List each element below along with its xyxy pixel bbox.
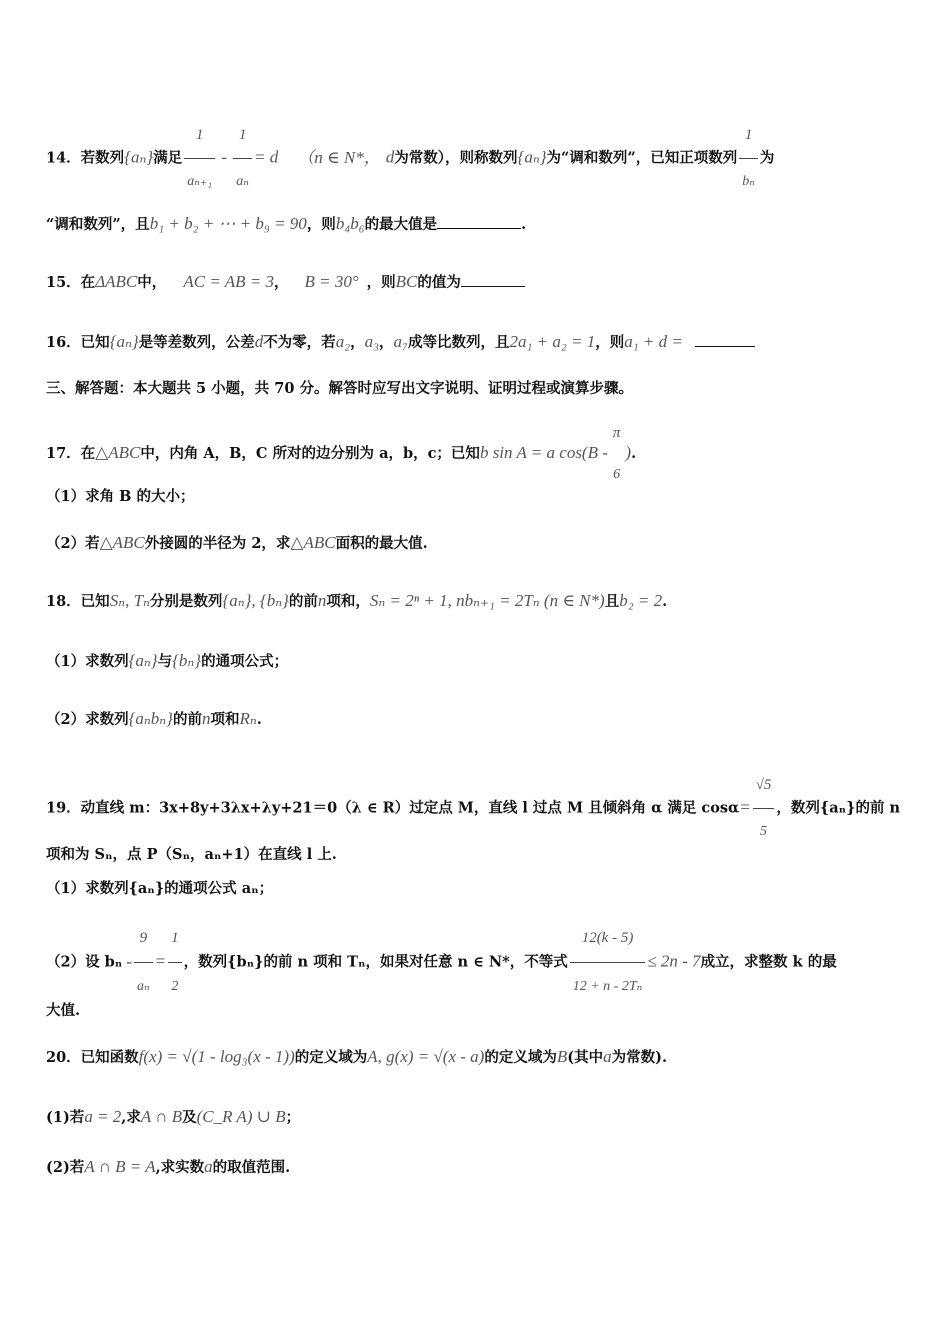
q20-part2: (2)若A ∩ B = A,求实数a的取值范围. — [46, 1157, 291, 1176]
q20: 20．已知函数f(x) = √(1 - log₃(x - 1))的定义域为A, g(x) = √(x - a)的定义域为B(其中a为常数). — [46, 1047, 668, 1066]
frac-9-an: $\frac{9}{\text{aₙ}}$ — [134, 914, 153, 1011]
q18-part1: （1）求数列{aₙ}与{bₙ}的通项公式； — [46, 651, 289, 670]
section-heading: 三、解答题：本大题共 5 小题，共 70 分。解答时应写出文字说明、证明过程或演算步骤。 — [46, 380, 633, 397]
q17-part2: （2）若△ABC外接圆的半径为 2，求△ABC面积的最大值. — [46, 533, 428, 552]
q14-line2: “调和数列”，且b₁ + b₂ + ⋯ + b₉ = 90，则b₄b₆的最大值是 . — [46, 214, 527, 233]
answer-blank[interactable] — [695, 330, 755, 347]
q19-line-end: 大值. — [46, 1002, 81, 1019]
ineq-frac: $\frac{12(k - 5)}{\text{12 + n - 2Tₙ}}$ — [570, 914, 646, 1011]
frac-1-2: $\frac{1}{2}$ — [168, 914, 182, 1011]
frac-1-bn: $\frac{1}{\text{bₙ}}$ — [739, 112, 758, 205]
answer-blank[interactable] — [437, 212, 521, 229]
q19-part2: （2）设 bₙ - $\frac{9}{\text{aₙ}}$ = $\frac{1}{2}$ ，数列{bₙ}的前 n 项和 Tₙ，如果对任意 n ∈ N*，不等式 $\frac{12(k - 5)}{\text{12 + n - 2Tₙ}}$ ≤ 2n - 7成立，求整数 k 的最 — [46, 914, 910, 962]
q14-line1: 14．若数列{aₙ}满足 $\frac{1}{\text{aₙ₊₁}}$ - $\frac{1}{\text{aₙ}}$ = d （n ∈ N*， d为常数），则称数列{aₙ}为“调和数列”，已知正项数列 $\frac{1}{\text{bₙ}}$ 为 — [46, 112, 910, 158]
q20-part1: (1)若a = 2,求A ∩ B及(C_R A) ∪ B； — [46, 1107, 301, 1126]
q19-line2: 项和为 Sₙ，点 P（Sₙ，aₙ+1）在直线 l 上. — [46, 846, 337, 863]
frac-pi-6: π 6 — [612, 425, 621, 482]
q19: 19．动直线 m：3x+8y+3λx+λy+21＝0（λ ∈ R）过定点 M，直线 l 过点 M 且倾斜角 α 满足 cosα= $\frac{√5}{5}$ ，数列{aₙ}的前 n — [46, 762, 910, 808]
q18: 18．已知Sₙ, Tₙ分别是数列{aₙ}, {bₙ}的前n项和，Sₙ = 2ⁿ + 1, nbₙ₊₁ = 2Tₙ (n ∈ N*)且b₂ = 2. — [46, 591, 668, 610]
q19-part1: （1）求数列{aₙ}的通项公式 aₙ； — [46, 880, 274, 897]
frac-sqrt5-5: $\frac{√5}{5}$ — [753, 762, 775, 855]
seq-a: {aₙ} — [124, 147, 154, 167]
frac-1-an: $\frac{1}{\text{aₙ}}$ — [233, 112, 252, 205]
frac-1-an1: $\frac{1}{\text{aₙ₊₁}}$ — [184, 112, 215, 205]
q18-part2: （2）求数列{aₙbₙ}的前n项和Rₙ. — [46, 709, 262, 728]
answer-blank[interactable] — [461, 270, 525, 287]
q16: 16．已知{aₙ}是等差数列，公差d不为零，若a₂，a₃，a₇成等比数列，且2a₁ + a₂ = 1，则a₁ + d = — [46, 330, 910, 354]
q15: 15．在ΔABC中， AC = AB = 3， B = 30° ，则BC的值为 — [46, 270, 910, 294]
q17: 17．在△ABC中，内角 A，B，C 所对的边分别为 a，b，c；已知b sin A = a cos(B - π 6 ). — [46, 412, 910, 454]
q17-part1: （1）求角 B 的大小； — [46, 488, 195, 505]
